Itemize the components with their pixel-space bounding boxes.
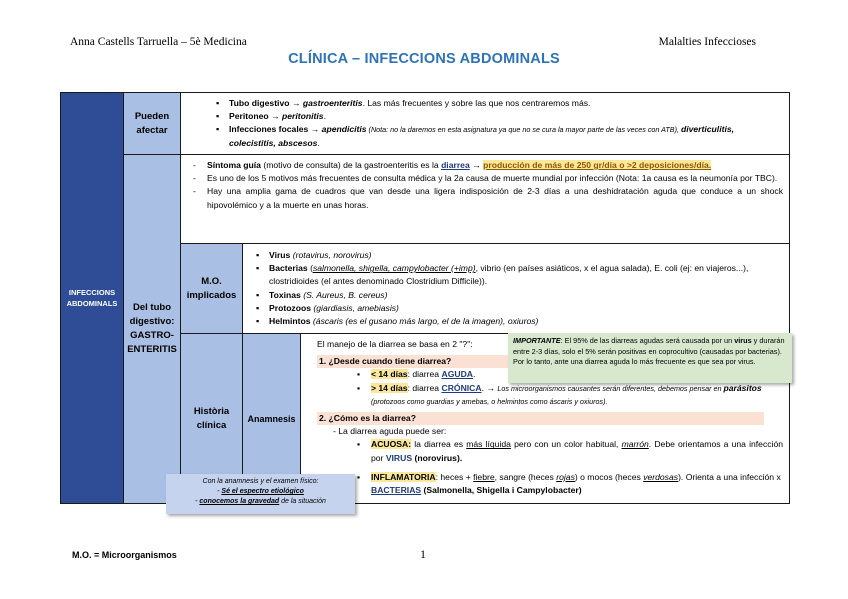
question-2-list [317,438,783,497]
note-text: : El 95% de las diarreas agudas será causada por un [560,336,735,345]
item-text: : heces + [435,471,474,482]
item-text: , sangre (heces [494,471,557,482]
item-text: (áscaris (es el gusano más largo, el de la imagen), oxiuros) [310,316,539,327]
item-text: , vibrio (en países asiáticos, x el agua salada), E. coli (ej: en viajeros...), clostridioides (el antes denominado Clostridium Difficile)). [269,263,749,287]
item-term: CRÓNICA [441,382,482,393]
item-text: (rotavirus, norovirus) [290,250,372,260]
header-author: Anna Castells Tarruella – 5è Medicina [70,36,247,48]
note-label: IMPORTANTE [513,336,561,345]
item-text: ). Orienta a una infección x [678,471,781,482]
item-highlight: ACUOSA: [371,439,412,450]
item-term: diarrea [441,160,470,170]
note-text: - [217,488,222,495]
item-term: Toxinas [269,289,301,300]
item-term: diverticulitis, colecistitis, abscesos [229,124,734,148]
note-text: - [195,498,200,505]
item-highlight: producción de más de 250 gr/día o >2 deposiciones/día. [483,160,712,170]
pueden-afectar-label: Pueden afectar [134,110,170,136]
note-text: y durarán entre 2-3 días, solo el 5% serán positivas en coprocultivo (causadas por bacterias). Por lo tanto, ante una diarrea aguda lo más frecuente es que sea por virus. [513,336,785,367]
arrow: → [308,124,322,135]
list-item [211,97,783,110]
item-underlined: fiebre [473,471,495,482]
footer-legend: M.O. = Microorganismos [72,550,177,560]
main-category-cell [60,92,124,504]
item-text: pero con un color habitual, [510,439,622,450]
item-term: Protozoos [269,302,312,313]
list-item: ▪ > 14 días: diarrea CRÓNICA. → Los microorganismos causantes serán diferentes, debemos pensar en parásitos (protozoos como guardias y amebas, o helmintos como áscaris y oxiuros). [357,382,762,406]
item-highlight: < 14 días [371,369,408,380]
mo-implicados-label: M.O. implicados [186,275,237,301]
list-item [211,110,783,123]
item-term: AGUDA [441,369,473,380]
gastroenteritis-intro [180,154,790,244]
item-term: Infecciones focales [229,124,309,135]
list-item: ▪ < 14 días: diarrea AGUDA. [357,369,476,380]
list-item [251,249,783,262]
pueden-afectar-cell [123,92,181,155]
item-term: Helmintos [269,316,311,327]
item-text: . [473,369,476,380]
item-text: (giardiasis, amebiasis) [311,302,399,313]
item-term: VIRUS [385,452,413,463]
item-text: (norovirus). [412,452,463,463]
list-item: - Es uno de los 5 motivos más frecuentes de consulta médica y la 2a causa de muerte mundial por infección (Nota: 1a causa es la neumonía por TBC). [189,172,783,185]
list-item [189,159,783,172]
item-note: (Nota: no la daremos en esta asignatura ya que no se cura la mayor parte de las veces con ATB), [366,125,681,135]
item-underlined: rojas [556,471,575,482]
header-subject: Malalties Infeccioses [658,36,756,48]
list-item [251,262,783,288]
gastroenteritis-cell [123,154,181,504]
item-text: . [317,137,320,148]
item-term: Tubo digestivo [229,98,290,108]
note-term: Sé el espectro etiológico [221,488,304,495]
item-text: : diarrea [407,369,442,380]
item-text: la diarrea es [411,439,467,450]
item-text: . [323,111,326,122]
item-text: (motivo de consulta) de la gastroenteritis es la [260,160,442,170]
page-number: 1 [420,547,426,561]
item-note: Los microorganismos causantes serán diferentes, debemos pensar en [497,383,724,393]
item-text: ) o mocos (heces [574,471,644,482]
item-term: Peritoneo [229,111,269,122]
historia-clinica-label: Història clínica [193,405,230,431]
item-underlined: más líquida [466,439,511,450]
item-text: ( [307,263,313,274]
item-highlight: INFLAMATORIA [371,471,436,482]
note-text: de la situación [279,498,326,505]
item-term: BACTERIAS [371,485,422,496]
item-text: (Salmonella, Shigella i Campylobacter) [421,485,582,496]
list-item [251,302,783,315]
item-underlined: salmonella, shigella, campylobacter (+imp) [312,263,476,274]
anamnesis-label: Anamnesis [247,413,296,424]
list-item: - Hay una amplia gama de cuadros que van desde una ligera indisposición de 2-3 días a una deshidratación aguda que conduce a un shock hipovolémico y a la muerte en unas horas. [189,185,783,211]
item-term: parásitos [723,382,762,393]
note-line [170,487,351,497]
list-item: ▪ ACUOSA: la diarrea es más líquida pero con un color habitual, marrón. Debe orientamos a una infección por VIRUS (norovirus). [357,439,784,463]
note-term: conocemos la gravedad [199,498,280,505]
page-title: CLÍNICA – INFECCIONS ABDOMINALS [288,51,560,67]
gastroenteritis-label: Del tubo digestivo: GASTRO-ENTERITIS [127,302,177,355]
item-text: : diarrea [407,382,442,393]
list-item [251,289,783,302]
item-term: Virus [269,250,291,260]
item-text: . Las más frecuentes y sobre las que nos centraremos más. [362,98,591,108]
item-underlined: marrón [621,439,649,450]
question-2: 2. ¿Cómo es la diarrea? [317,412,764,425]
list-item: ▪ INFLAMATORIA: heces + fiebre, sangre (heces rojas) o mocos (heces verdosas). Orienta a una infección x BACTERIAS (Salmonella, Shigella i Campylobacter) [357,471,781,496]
note-line [170,497,351,507]
pueden-afectar-content [180,92,790,155]
arrow: → [289,98,303,108]
important-note [508,333,792,383]
arrow: → [469,160,484,170]
list-item [251,315,783,328]
anamnesis-intro: El manejo de la diarrea se basa en 2 "?": [317,339,473,349]
item-term: apendicitis [321,124,367,135]
item-term: gastroenteritis [302,98,363,108]
question-2-sub: - La diarrea aguda puede ser: [333,426,447,437]
main-category-label: INFECCIONS ABDOMINALS [66,288,118,308]
anamnesis-note [166,474,355,514]
arrow: → [268,111,283,122]
mo-implicados-content [242,243,790,334]
item-note: (protozoos como guardias y amebas, o helmintos como áscaris y oxiuros). [371,396,608,406]
item-term: peritonitis [282,111,324,122]
note-line: Con la anamnesis y el examen físico: [202,478,319,485]
item-underlined: verdosas [643,471,679,482]
item-highlight: > 14 días [371,382,408,393]
item-term: Síntoma guía [207,160,261,170]
item-text: . Debe orientamos a una infección por [371,439,784,463]
mo-implicados-cell [180,243,243,334]
item-text: . → [481,382,498,393]
question-1: 1. ¿Desde cuando tiene diarrea? [317,355,574,368]
clinical-table [60,92,790,504]
list-item [211,123,783,149]
item-term: Bacterias [269,263,308,274]
item-text: (S. Aureus, B. cereus) [300,289,388,300]
note-term: virus [734,336,752,345]
